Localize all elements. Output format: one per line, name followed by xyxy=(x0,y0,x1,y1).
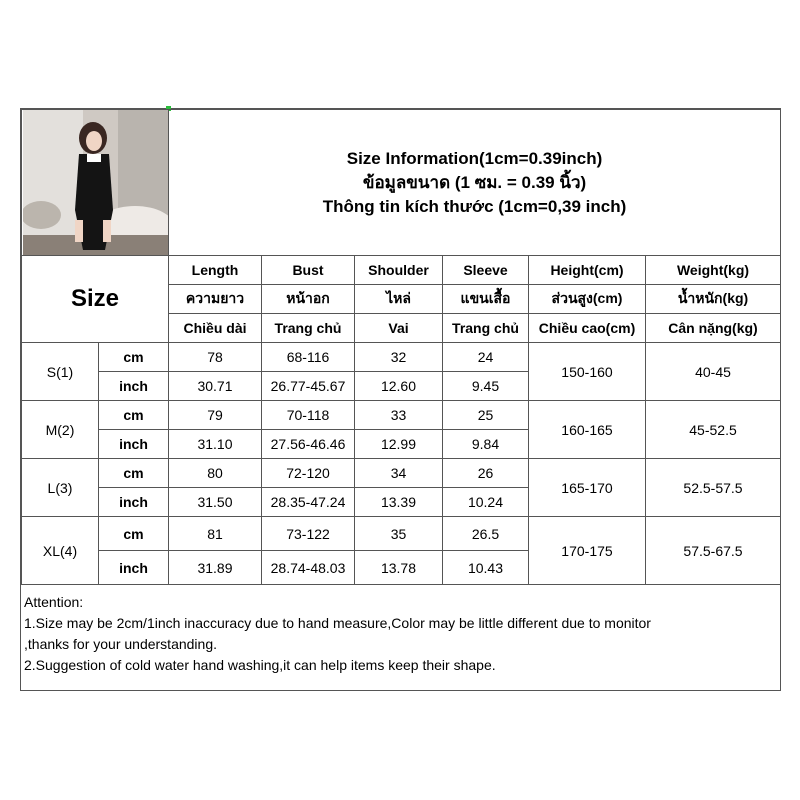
size-label-s: S(1) xyxy=(22,343,99,401)
header-weight-th: น้ำหนัก(kg) xyxy=(646,285,781,314)
cell-length-cm: 81 xyxy=(169,517,262,551)
cell-shoulder-cm: 34 xyxy=(355,459,443,488)
cell-length-inch: 31.50 xyxy=(169,488,262,517)
unit-cm: cm xyxy=(99,343,169,372)
title-english: Size Information(1cm=0.39inch) xyxy=(346,148,603,168)
cell-shoulder-cm: 33 xyxy=(355,401,443,430)
unit-inch: inch xyxy=(99,372,169,401)
size-label-m: M(2) xyxy=(22,401,99,459)
unit-cm: cm xyxy=(99,459,169,488)
header-weight-en: Weight(kg) xyxy=(646,256,781,285)
title-vietnamese: Thông tin kích thước (1cm=0,39 inch) xyxy=(322,196,627,216)
cell-length-inch: 31.89 xyxy=(169,551,262,585)
cell-sleeve-cm: 25 xyxy=(443,401,529,430)
cell-bust-cm: 68-116 xyxy=(262,343,355,372)
cell-sleeve-inch: 10.43 xyxy=(443,551,529,585)
unit-cm: cm xyxy=(99,517,169,551)
cell-bust-inch: 27.56-46.46 xyxy=(262,430,355,459)
header-height-th: ส่วนสูง(cm) xyxy=(529,285,646,314)
product-photo-cell xyxy=(22,110,169,256)
title-thai: ข้อมูลขนาด (1 ซม. = 0.39 นิ้ว) xyxy=(362,172,587,192)
cell-bust-cm: 70-118 xyxy=(262,401,355,430)
header-length-en: Length xyxy=(169,256,262,285)
header-shoulder-en: Shoulder xyxy=(355,256,443,285)
cell-bust-inch: 26.77-45.67 xyxy=(262,372,355,401)
note-line-1: 1.Size may be 2cm/1inch inaccuracy due to hand measure,Color may be little different due to monitor xyxy=(24,615,651,631)
cell-shoulder-cm: 32 xyxy=(355,343,443,372)
cell-length-inch: 30.71 xyxy=(169,372,262,401)
cell-shoulder-inch: 13.78 xyxy=(355,551,443,585)
title-block xyxy=(169,110,781,256)
cell-weight: 45-52.5 xyxy=(646,401,781,459)
cell-weight: 57.5-67.5 xyxy=(646,517,781,585)
cell-bust-inch: 28.74-48.03 xyxy=(262,551,355,585)
header-sleeve-th: แขนเสื้อ xyxy=(443,285,529,314)
size-label-xl: XL(4) xyxy=(22,517,99,585)
header-shoulder-th: ไหล่ xyxy=(355,285,443,314)
cell-height: 150-160 xyxy=(529,343,646,401)
header-sleeve-en: Sleeve xyxy=(443,256,529,285)
header-bust-en: Bust xyxy=(262,256,355,285)
cell-length-inch: 31.10 xyxy=(169,430,262,459)
cell-shoulder-inch: 13.39 xyxy=(355,488,443,517)
cell-weight: 52.5-57.5 xyxy=(646,459,781,517)
cell-sleeve-inch: 9.45 xyxy=(443,372,529,401)
cell-shoulder-inch: 12.99 xyxy=(355,430,443,459)
header-height-vi: Chiều cao(cm) xyxy=(529,314,646,343)
size-label-l: L(3) xyxy=(22,459,99,517)
header-bust-vi: Trang chủ xyxy=(262,314,355,343)
size-chart xyxy=(20,108,781,691)
unit-inch: inch xyxy=(99,551,169,585)
unit-inch: inch xyxy=(99,430,169,459)
cell-height: 160-165 xyxy=(529,401,646,459)
unit-cm: cm xyxy=(99,401,169,430)
product-photo xyxy=(23,110,168,255)
note-line-3: 2.Suggestion of cold water hand washing,it can help items keep their shape. xyxy=(24,657,496,673)
cell-height: 165-170 xyxy=(529,459,646,517)
header-length-vi: Chiều dài xyxy=(169,314,262,343)
cell-length-cm: 80 xyxy=(169,459,262,488)
note-line-2: ,thanks for your understanding. xyxy=(24,636,218,652)
unit-inch: inch xyxy=(99,488,169,517)
cell-sleeve-cm: 26 xyxy=(443,459,529,488)
attention-notes xyxy=(24,592,774,676)
notes-heading: Attention: xyxy=(24,594,84,610)
cell-sleeve-cm: 24 xyxy=(443,343,529,372)
cell-length-cm: 79 xyxy=(169,401,262,430)
cell-shoulder-inch: 12.60 xyxy=(355,372,443,401)
cell-sleeve-inch: 10.24 xyxy=(443,488,529,517)
cell-sleeve-cm: 26.5 xyxy=(443,517,529,551)
header-length-th: ความยาว xyxy=(169,285,262,314)
header-sleeve-vi: Trang chủ xyxy=(443,314,529,343)
size-table xyxy=(21,109,781,585)
cell-bust-cm: 72-120 xyxy=(262,459,355,488)
cell-shoulder-cm: 35 xyxy=(355,517,443,551)
header-shoulder-vi: Vai xyxy=(355,314,443,343)
cell-weight: 40-45 xyxy=(646,343,781,401)
header-height-en: Height(cm) xyxy=(529,256,646,285)
header-bust-th: หน้าอก xyxy=(262,285,355,314)
cell-bust-inch: 28.35-47.24 xyxy=(262,488,355,517)
size-heading: Size xyxy=(22,256,169,343)
header-weight-vi: Cân nặng(kg) xyxy=(646,314,781,343)
cell-length-cm: 78 xyxy=(169,343,262,372)
cell-sleeve-inch: 9.84 xyxy=(443,430,529,459)
cell-bust-cm: 73-122 xyxy=(262,517,355,551)
cell-height: 170-175 xyxy=(529,517,646,585)
